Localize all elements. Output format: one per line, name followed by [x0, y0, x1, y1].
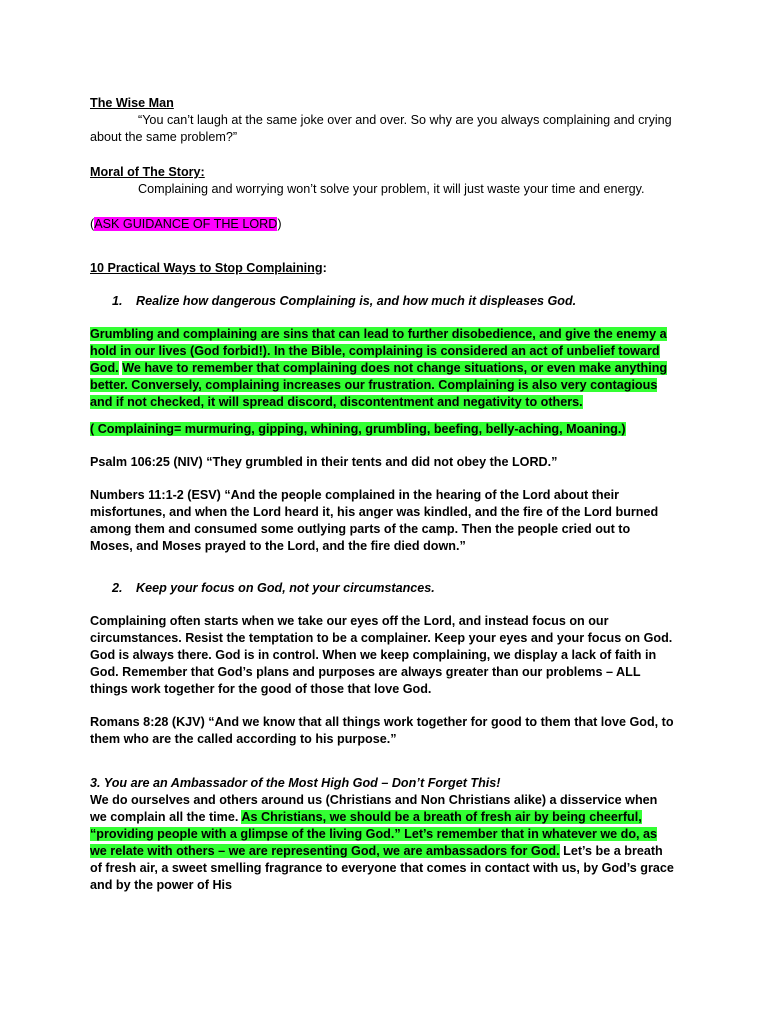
moral-text: Complaining and worrying won’t solve your problem, it will just waste your time and energy. [138, 182, 645, 196]
synonyms-highlight: ( Complaining= murmuring, gipping, whining, grumbling, beefing, belly-aching, Moaning.) [90, 422, 626, 436]
document-page [90, 95, 675, 894]
point1-highlight-2: We have to remember that complaining does not change situations, or even make anything better. Conversely, complaining increases our frustration. Complaining is also very contagious and if not checked, it will spread discord, discontentment and negativity to others. [90, 361, 668, 409]
wise-man-title: The Wise Man [90, 96, 174, 110]
guidance-close: ) [277, 217, 282, 231]
ways-title: 10 Practical Ways to Stop Complaining [90, 261, 323, 275]
point1-highlight-1: Grumbling and complaining are sins that can lead to further disobedience, and give the enemy a hold in our lives (God forbid!). In the Bible, complaining is considered an act of unbelief toward God. [90, 327, 667, 375]
point2-heading [90, 580, 675, 597]
point2-heading-text: Keep your focus on God, not your circumstances. [136, 581, 435, 595]
romans-verse: Romans 8:28 (KJV) “And we know that all things work together for good to them that love God, to them who are the called according to his purpose.” [90, 715, 674, 746]
psalm-verse: Psalm 106:25 (NIV) “They grumbled in their tents and did not obey the LORD.” [90, 455, 558, 469]
synonyms-line [90, 421, 675, 438]
guidance-highlight: ASK GUIDANCE OF THE LORD [94, 217, 278, 231]
point1-num: 1. [112, 294, 123, 308]
point1-heading-text: Realize how dangerous Complaining is, and how much it displeases God. [136, 294, 577, 308]
point1-paragraph [90, 326, 675, 411]
point3-heading: 3. You are an Ambassador of the Most High God – Don’t Forget This! [90, 776, 501, 790]
ways-colon: : [322, 261, 327, 275]
point2-num: 2. [112, 581, 123, 595]
ways-title-line [90, 260, 675, 277]
numbers-verse: Numbers 11:1-2 (ESV) “And the people complained in the hearing of the Lord about their misfortunes, and when the Lord heard it, his anger was kindled, and the fire of the Lord burned among them and consumed some outlying parts of the camp. Then the people cried out to Moses, and Moses prayed to the Lord, and the fire died down.” [90, 488, 659, 553]
wise-man-quote: “You can’t laugh at the same joke over and over. So why are you always complaining and crying about the same problem?” [90, 113, 672, 144]
guidance-open: ( [90, 217, 95, 231]
point1-heading [90, 293, 675, 310]
point3-end: Let’s be a breath of fresh air, a sweet smelling fragrance to everyone that comes in contact with us, by God’s grace and by the power of His [90, 844, 674, 892]
point3-paragraph [90, 792, 675, 894]
point2-paragraph: Complaining often starts when we take our eyes off the Lord, and instead focus on our circumstances. Resist the temptation to be a complainer. Keep your eyes and your focus on God. God is always there. God is in control. When we keep complaining, we display a lack of faith in God. Remember that God’s plans and purposes are always greater than our problems – ALL things work together for the good of those that love God. [90, 614, 673, 696]
guidance-line [90, 216, 675, 233]
point3-start: We do ourselves and others around us (Christians and Non Christians alike) a disservice when we complain all the time. [90, 793, 658, 824]
moral-title: Moral of The Story: [90, 165, 205, 179]
point3-highlight: As Christians, we should be a breath of fresh air by being cheerful, “providing people with a glimpse of the living God.” Let’s remember that in whatever we do, as we relate with others – we are representing God, we are ambassadors for God. [90, 810, 658, 858]
